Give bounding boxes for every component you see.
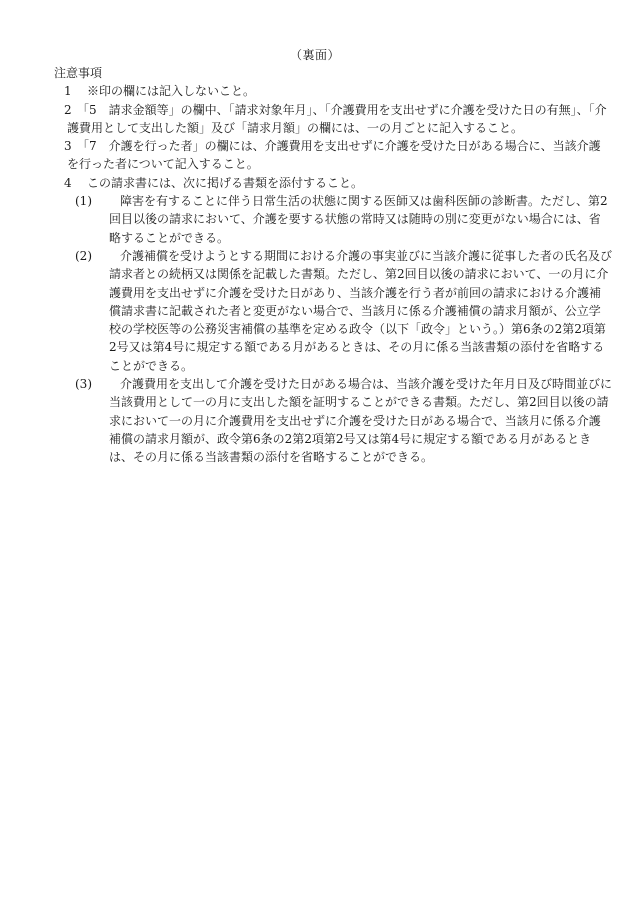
attachment-number: (3) [75, 377, 92, 392]
note-item-4 [54, 174, 612, 192]
note-number: 2 [64, 102, 72, 117]
notes-section [54, 64, 612, 467]
attachment-item-2 [54, 247, 612, 375]
note-text: 「5 請求金額等」の欄中、「請求対象年月」、「介護費用を支出せずに介護を受けた日の有無」、「介護費用として支出した額」及び「請求月額」の欄には、一の月ごとに記入すること。 [67, 102, 607, 135]
note-number: 4 [64, 175, 72, 190]
page-side-label: （裏面） [289, 48, 340, 62]
note-text: この請求書には、次に掲げる書類を添付すること。 [87, 175, 364, 190]
attachment-item-1 [54, 192, 612, 247]
note-item-3 [54, 137, 612, 174]
note-number: 3 [64, 139, 72, 154]
attachment-text: 介護費用を支出して介護を受けた日がある場合は、当該介護を受けた年月日及び時間並びに当該費用として一の月に支出した額を証明することができる書類。ただし、第2回目以後の請求において一の月に介護費用を支出せずに介護を受けた日がある場合で、当該月に係る介護補償の請求月額が、政令第6条の2第2項第2号又は第4号に規定する額である月があるときは、その月に係る当該書類の添付を省略することができる。 [109, 377, 613, 465]
attachment-item-3 [54, 375, 612, 466]
note-item-1 [54, 82, 612, 100]
note-item-2 [54, 101, 612, 138]
attachment-number: (2) [75, 248, 92, 263]
note-number: 1 [64, 84, 72, 99]
attachment-text: 介護補償を受けようとする期間における介護の事実並びに当該介護に従事した者の氏名及び請求者との続柄又は関係を記載した書類。ただし、第2回目以後の請求において、一の月に介護費用を支出せずに介護を受けた日があり、当該介護を行う者が前回の請求における介護補償請求書に記載された者と変更がない場合で、当該月に係る介護補償の請求月額が、公立学校の学校医等の公務災害補償の基準を定める政令（以下「政令」という。）第6条の2第2項第2号又は第4号に規定する額である月があるときは、その月に係る当該書類の添付を省略することができる。 [109, 248, 613, 373]
note-text: ※印の欄には記入しないこと。 [87, 84, 256, 99]
attachment-list [54, 192, 612, 466]
note-text: 「7 介護を行った者」の欄には、介護費用を支出せずに介護を受けた日がある場合に、当該介護を行った者について記入すること。 [67, 139, 601, 172]
attachment-number: (1) [75, 194, 92, 209]
notes-title: 注意事項 [54, 66, 103, 80]
attachment-text: 障害を有することに伴う日常生活の状態に関する医師又は歯科医師の診断書。ただし、第2回目以後の請求において、介護を要する状態の常時又は随時の別に変更がない場合には、省略することができる。 [109, 194, 608, 245]
